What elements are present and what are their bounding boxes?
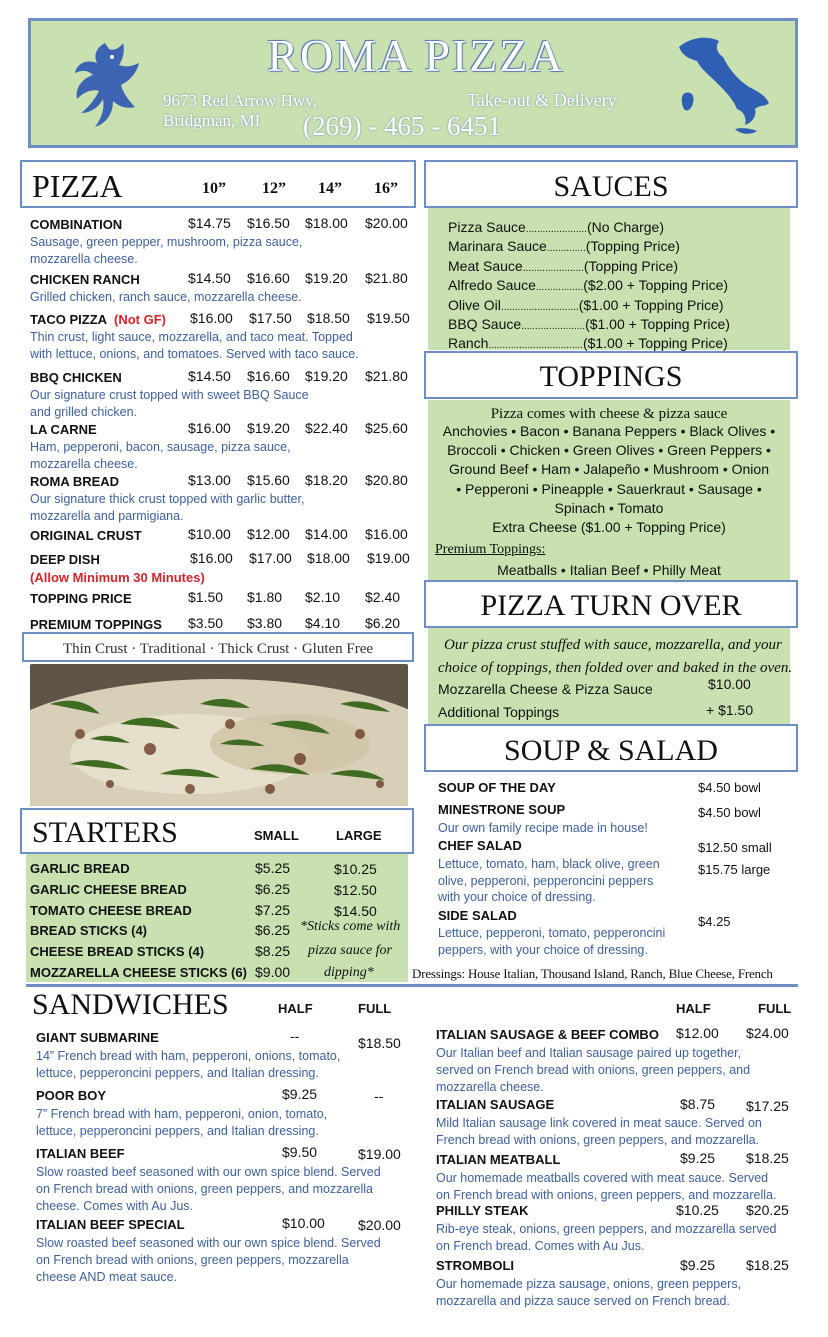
sauce-item <box>448 297 724 313</box>
pizza-price: $21.80 <box>365 368 408 384</box>
sticks-note-1: *Sticks come with <box>300 919 401 934</box>
starters-col-large: LARGE <box>336 828 382 843</box>
sauce-name: Pizza Sauce <box>448 219 526 235</box>
minestrone-desc: Our own family recipe made in house! <box>438 821 648 835</box>
toppings-header-box <box>424 351 798 399</box>
pizza-item-desc: Sausage, green pepper, mushroom, pizza sauce, <box>30 235 303 249</box>
sandwich-name: ITALIAN MEATBALL <box>436 1152 561 1167</box>
sandwich-desc: on French bread with onions, green peppers, and mozzarella. <box>436 1188 777 1202</box>
pizza-price: $2.40 <box>365 589 401 605</box>
toppings-title: TOPPINGS <box>539 360 683 393</box>
header-banner <box>28 18 798 148</box>
sauce-item <box>448 277 728 293</box>
pizza-item-name: BBQ CHICKEN <box>30 370 122 385</box>
sandwich-name: ITALIAN SAUSAGE <box>436 1097 555 1112</box>
pizza-item-name: CHICKEN RANCH <box>30 272 140 287</box>
pizza-price: $14.00 <box>305 526 348 542</box>
sandwich-price-full: $20.25 <box>746 1202 789 1218</box>
sandwich-desc: 14” French bread with ham, pepperoni, onions, tomato, <box>36 1049 341 1063</box>
sandwich-desc: on French bread with onions, green peppers, and mozzarella <box>36 1182 374 1196</box>
starters-header-box <box>20 808 414 854</box>
sandwich-desc: Mild Italian sausage link covered in meat sauce. Served on <box>436 1116 762 1130</box>
sticks-note-3: dipping* <box>324 965 374 980</box>
sandwich-price-full: $18.50 <box>358 1035 401 1051</box>
sandwich-desc: on French bread with onions, green peppers, mozzarella <box>36 1253 349 1267</box>
sandwich-name: ITALIAN BEEF <box>36 1146 125 1161</box>
chef-salad-price-small: $12.50 small <box>698 840 772 855</box>
pizza-item-name: PREMIUM TOPPINGS <box>30 617 162 632</box>
sandwich-desc: lettuce, pepperoncini peppers, and Italian dressing. <box>36 1124 319 1138</box>
pizza-price: $13.00 <box>188 472 231 488</box>
sandwich-desc: cheese. Comes with Au Jus. <box>36 1199 194 1213</box>
pizza-price: $19.20 <box>247 420 290 436</box>
sandwich-desc: lettuce, pepperoncini peppers, and Italian dressing. <box>36 1066 319 1080</box>
size-16: 16” <box>374 180 398 197</box>
pizza-item-desc: Thin crust, light sauce, mozzarella, and taco meat. Topped <box>30 330 353 344</box>
sandwich-desc: 7” French bread with ham, pepperoni, onion, tomato, <box>36 1107 328 1121</box>
starter-price-large: $10.25 <box>334 861 377 877</box>
sandwich-desc: on French bread. Comes with Au Jus. <box>436 1239 645 1253</box>
pizza-price: $16.00 <box>190 310 233 326</box>
address-line-2: Bridgman, MI <box>163 111 261 130</box>
pizza-item-desc: mozzarella and parmigiana. <box>30 509 184 523</box>
turnover-price-2: + $1.50 <box>706 702 754 718</box>
service-text: Take-out & Delivery <box>467 90 617 110</box>
pizza-price: $18.00 <box>305 215 348 231</box>
chef-salad-name: CHEF SALAD <box>438 838 522 853</box>
turnover-desc-2: choice of toppings, then folded over and baked in the oven. <box>438 660 793 676</box>
pizza-price: $1.80 <box>247 589 283 605</box>
sauces-title: SAUCES <box>553 170 669 203</box>
soup-salad-title: SOUP & SALAD <box>504 734 718 767</box>
pizza-item-name: LA CARNE <box>30 422 97 437</box>
pizza-price: $3.80 <box>247 615 283 631</box>
sauce-price: (No Charge) <box>586 219 664 235</box>
sauce-name: Marinara Sauce <box>448 238 547 255</box>
sauce-leader-dots: ................. <box>535 282 584 294</box>
pizza-item-desc: Grilled chicken, ranch sauce, mozzarella cheese. <box>30 290 302 304</box>
pizza-item-desc: mozzarella cheese. <box>30 252 138 266</box>
starter-name: TOMATO CHEESE BREAD <box>30 902 192 918</box>
sauce-name: Alfredo Sauce <box>448 277 536 294</box>
address-line-1: 9673 Red Arrow Hwy, <box>163 91 317 110</box>
sauce-item <box>448 219 664 235</box>
side-salad-desc-2: peppers, with your choice of dressing. <box>438 943 648 957</box>
sauce-item <box>448 258 678 274</box>
premium-toppings-list: Meatballs • Italian Beef • Philly Meat <box>497 562 721 578</box>
chef-salad-desc-2: olive, pepperoni, pepperoncini peppers <box>438 874 654 888</box>
sauce-price: ($1.00 + Topping Price) <box>585 316 730 332</box>
sandwich-name: ITALIAN SAUSAGE & BEEF COMBO <box>436 1027 659 1042</box>
starter-price-small: $8.25 <box>255 943 291 960</box>
dressings-list: Dressings: House Italian, Thousand Island, Ranch, Blue Cheese, French <box>412 966 773 981</box>
sandwich-name: GIANT SUBMARINE <box>36 1030 159 1045</box>
pizza-price: $14.50 <box>188 368 231 384</box>
starter-price-small: $7.25 <box>255 901 291 918</box>
pizza-item-desc: Our signature crust topped with sweet BBQ Sauce <box>30 388 309 402</box>
pizza-price: $10.00 <box>188 526 231 542</box>
starter-price-small: $6.25 <box>255 880 291 897</box>
premium-toppings-label: Premium Toppings: <box>435 542 546 557</box>
pizza-price: $18.50 <box>307 310 350 326</box>
sauce-price: (Topping Price) <box>583 257 678 274</box>
size-14: 14” <box>318 180 342 197</box>
starter-name: GARLIC BREAD <box>30 861 130 876</box>
starter-name: BREAD STICKS (4) <box>30 923 148 939</box>
sauce-item <box>448 238 680 254</box>
sandwich-price-full: $24.00 <box>746 1025 789 1041</box>
pizza-price: $16.00 <box>188 420 231 436</box>
sauce-name: BBQ Sauce <box>448 316 522 332</box>
restaurant-name: ROMA PIZZA <box>267 30 565 81</box>
pizza-price: $2.10 <box>305 589 341 605</box>
topping-line: Anchovies • Bacon • Banana Peppers • Black Olives • <box>442 423 776 439</box>
sandwich-name: ITALIAN BEEF SPECIAL <box>36 1217 185 1232</box>
pizza-item-desc: and grilled chicken. <box>30 405 138 419</box>
sauce-leader-dots: ....................... <box>521 321 586 332</box>
starter-price-small: $5.25 <box>255 860 291 876</box>
sandwiches-col-full-right: FULL <box>758 1001 792 1016</box>
pizza-price: $25.60 <box>365 420 408 436</box>
sandwich-desc: Slow roasted beef seasoned with our own spice blend. Served <box>36 1236 381 1250</box>
pizza-price: $20.00 <box>365 215 408 231</box>
pizza-item-name: COMBINATION <box>30 217 123 232</box>
sandwich-desc: mozzarella cheese. <box>436 1080 544 1094</box>
toppings-intro: Pizza comes with cheese & pizza sauce <box>490 406 728 422</box>
soup-salad-header-box <box>424 724 798 772</box>
sauce-name: Ranch <box>448 335 489 352</box>
turnover-item-1: Mozzarella Cheese & Pizza Sauce <box>438 681 653 697</box>
pizza-title: PIZZA <box>32 168 123 204</box>
side-salad-name: SIDE SALAD <box>438 908 517 923</box>
pizza-price: $16.00 <box>190 550 233 566</box>
pizza-price: $19.00 <box>367 550 410 566</box>
sandwich-price-half: $10.00 <box>282 1215 325 1231</box>
topping-line: Broccoli • Chicken • Green Olives • Green Peppers • <box>447 442 771 458</box>
pizza-item-name: DEEP DISH <box>30 552 100 567</box>
sandwich-desc: served on French bread with onions, green peppers, and <box>436 1063 751 1077</box>
pizza-item-desc: with lettuce, onions, and tomatoes. Served with taco sauce. <box>30 347 359 361</box>
pizza-price: $16.60 <box>247 270 290 286</box>
sandwich-price-full: $18.25 <box>746 1257 789 1273</box>
pizza-item-name: TOPPING PRICE <box>30 591 132 606</box>
pizza-item-desc: mozzarella cheese. <box>30 457 138 471</box>
sandwich-price-half: $10.25 <box>676 1202 719 1218</box>
starter-price-small: $9.00 <box>255 964 291 980</box>
pizza-price: $18.00 <box>307 550 350 566</box>
sandwich-price-half: $9.25 <box>680 1257 716 1273</box>
sandwich-desc: Our homemade pizza sausage, onions, green peppers, <box>436 1277 742 1291</box>
sandwiches-title: SANDWICHES <box>32 988 229 1021</box>
sauce-price: ($2.00 + Topping Price) <box>583 277 729 294</box>
pizza-price: $19.20 <box>305 270 348 286</box>
pizza-item-desc: Ham, pepperoni, bacon, sausage, pizza sauce, <box>30 440 291 454</box>
sandwich-price-half: $9.25 <box>680 1150 716 1166</box>
pizza-price: $6.20 <box>365 615 401 631</box>
sandwich-price-full: $17.25 <box>746 1098 789 1114</box>
pizza-price: $19.50 <box>367 310 410 326</box>
turnover-title: PIZZA TURN OVER <box>480 589 742 622</box>
sandwich-desc: Slow roasted beef seasoned with our own spice blend. Served <box>36 1165 381 1179</box>
griffin-icon <box>67 37 147 133</box>
sandwiches-col-half-right: HALF <box>676 1001 711 1016</box>
sandwich-price-half: -- <box>290 1028 300 1044</box>
turnover-header-box <box>424 580 798 628</box>
sandwich-name: STROMBOLI <box>436 1258 514 1273</box>
crust-options: Thin Crust · Traditional · Thick Crust · Gluten Free <box>62 641 374 657</box>
turnover-item-2: Additional Toppings <box>438 704 560 720</box>
sandwich-desc: Rib-eye steak, onions, green peppers, and mozzarella served <box>436 1222 777 1236</box>
sticks-note-2: pizza sauce for <box>308 943 392 958</box>
pizza-price: $16.50 <box>247 215 290 231</box>
sandwich-price-full: $20.00 <box>358 1217 401 1233</box>
pizza-price: $12.00 <box>247 526 290 542</box>
pizza-price: $21.80 <box>365 270 408 286</box>
sauce-leader-dots: ...................... <box>522 262 584 274</box>
pizza-price: $18.20 <box>305 472 348 488</box>
starters-col-small: SMALL <box>254 828 299 843</box>
pizza-item-name: ORIGINAL CRUST <box>30 528 142 543</box>
sandwich-desc: French bread with onions, green peppers, and mozzarella. <box>436 1133 760 1147</box>
sandwich-desc: cheese AND meat sauce. <box>36 1270 178 1284</box>
pizza-item-name: ROMA BREAD <box>30 474 120 489</box>
sandwich-price-half: $12.00 <box>676 1025 719 1041</box>
sauce-price: ($1.00 + Topping Price) <box>582 335 728 352</box>
sauce-item <box>448 335 728 351</box>
pizza-item-name: TACO PIZZA <box>30 312 108 327</box>
sauce-price: (Topping Price) <box>585 238 680 255</box>
chef-salad-price-large: $15.75 large <box>698 862 771 877</box>
side-salad-price: $4.25 <box>698 914 731 929</box>
deep-dish-note: (Allow Minimum 30 Minutes) <box>30 570 205 585</box>
minestrone-price: $4.50 bowl <box>698 805 761 820</box>
pizza-price: $14.75 <box>188 215 231 231</box>
sandwich-price-half: $9.25 <box>282 1086 318 1102</box>
sandwich-name: PHILLY STEAK <box>436 1203 529 1218</box>
starter-price-small: $6.25 <box>255 922 291 939</box>
sandwich-name: POOR BOY <box>36 1088 107 1103</box>
turnover-desc-1: Our pizza crust stuffed with sauce, mozzarella, and your <box>444 637 782 653</box>
sauce-price: ($1.00 + Topping Price) <box>578 296 724 313</box>
pizza-price: $16.60 <box>247 368 290 384</box>
sandwich-desc: Our homemade meatballs covered with meat sauce. Served <box>436 1171 769 1185</box>
pizza-price: $17.50 <box>249 310 292 326</box>
starter-name: GARLIC CHEESE BREAD <box>30 881 187 897</box>
sauce-leader-dots: ...................... <box>525 224 587 235</box>
sandwich-price-half: $9.50 <box>282 1144 318 1160</box>
sandwiches-col-full-left: FULL <box>358 1001 392 1016</box>
pizza-price: $3.50 <box>188 615 224 631</box>
size-12: 12” <box>262 180 286 197</box>
sauce-leader-dots: .................................. <box>488 340 583 352</box>
sandwiches-col-half-left: HALF <box>278 1001 313 1016</box>
pizza-photo <box>30 664 408 806</box>
side-salad-desc-1: Lettuce, pepperoni, tomato, pepperoncini <box>438 926 666 940</box>
pizza-price: $16.00 <box>365 526 408 542</box>
starters-title: STARTERS <box>32 816 178 849</box>
minestrone-name: MINESTRONE SOUP <box>438 802 566 817</box>
topping-line: • Pepperoni • Pineapple • Sauerkraut • Sausage • <box>456 481 762 497</box>
turnover-price-1: $10.00 <box>708 676 751 692</box>
pizza-price: $20.80 <box>365 472 408 488</box>
starter-price-large: $12.50 <box>334 881 377 898</box>
sauce-item <box>448 316 730 332</box>
soup-of-the-day-name: SOUP OF THE DAY <box>438 780 556 795</box>
crust-options-box <box>22 632 414 662</box>
sauce-name: Olive Oil <box>448 296 501 313</box>
pizza-price: $1.50 <box>188 589 224 605</box>
sauce-leader-dots: ............................ <box>500 301 579 313</box>
sandwiches-divider <box>26 984 798 987</box>
pizza-price: $22.40 <box>305 420 348 436</box>
topping-line: Ground Beef • Ham • Jalapeño • Mushroom • Onion <box>449 461 769 477</box>
pizza-price: $4.10 <box>305 615 341 631</box>
pizza-header-box <box>20 160 416 208</box>
topping-line: Spinach • Tomato <box>554 500 664 516</box>
soup-of-the-day-price: $4.50 bowl <box>698 780 761 795</box>
chef-salad-desc-1: Lettuce, tomato, ham, black olive, green <box>438 857 660 871</box>
phone-number[interactable]: (269) - 465 - 6451 <box>303 111 501 141</box>
pizza-price: $14.50 <box>188 270 231 286</box>
topping-line: Extra Cheese ($1.00 + Topping Price) <box>492 519 726 535</box>
sauce-leader-dots: .............. <box>546 243 586 255</box>
pizza-price: $19.20 <box>305 368 348 384</box>
sandwich-price-full: -- <box>374 1088 384 1104</box>
pizza-item-note: (Not GF) <box>114 312 166 327</box>
pizza-price: $15.60 <box>247 472 290 488</box>
sandwich-desc: mozzarella and pizza sauce served on French bread. <box>436 1294 730 1308</box>
sandwich-price-full: $18.25 <box>746 1150 789 1166</box>
sauces-header-box <box>424 160 798 208</box>
chef-salad-desc-3: with your choice of dressing. <box>438 890 596 904</box>
starter-name: CHEESE BREAD STICKS (4) <box>30 944 205 960</box>
size-10: 10” <box>202 180 226 197</box>
sandwich-desc: Our Italian beef and Italian sausage paired up together, <box>436 1046 742 1060</box>
starter-name: MOZZARELLA CHEESE STICKS (6) <box>30 965 247 980</box>
pizza-price: $17.00 <box>249 550 292 566</box>
pizza-item-desc: Our signature thick crust topped with garlic butter, <box>30 492 305 506</box>
sauce-name: Meat Sauce <box>448 257 523 274</box>
sandwich-price-full: $19.00 <box>358 1146 401 1162</box>
sandwich-price-half: $8.75 <box>680 1096 716 1112</box>
italy-map-icon <box>671 29 777 139</box>
starter-price-large: $14.50 <box>334 902 377 919</box>
